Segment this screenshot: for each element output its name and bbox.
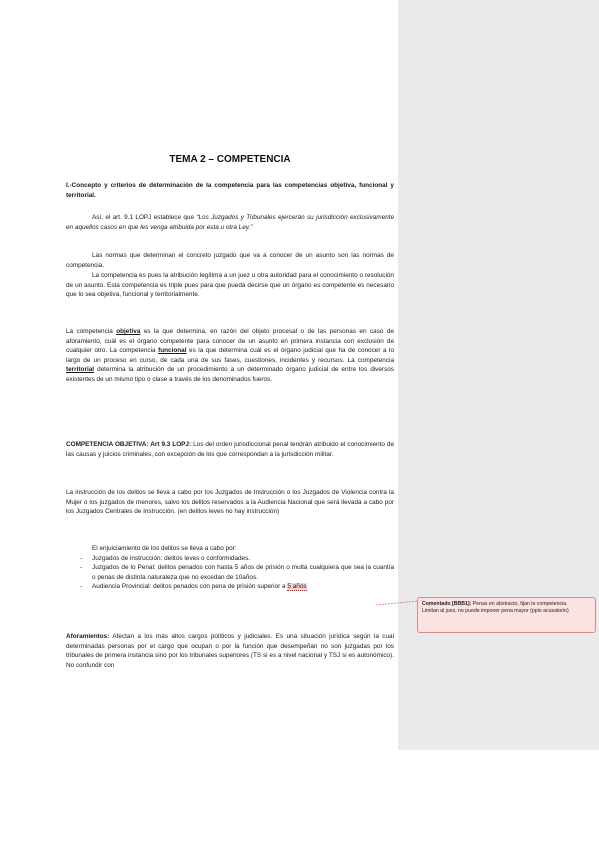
text-span: es la que determina cuál es el órgano judicial que ha de conocer a lo largo de un proceso en curso, de cada una de sus fases, cuestiones, incidentes y recursos. La competencia — [66, 347, 394, 364]
paragraph-normas: Las normas que determinan el concreto juzgado que va a conocer de un asunto son las normas de competencia. — [66, 252, 394, 269]
paragraph-competencia-types — [66, 327, 394, 385]
aforamientos-label: Aforamientos: — [66, 633, 110, 640]
text-span: determina la atribución de un procedimiento a un determinado órgano judicial de entre los diversos existentes de un mismo tipo o clase a través de los denominados fueros. — [66, 366, 394, 383]
text-span: es la que determina, en razón del objeto procesal o de las personas en caso de aforamiento, cuál es el órgano competente para conocer de un asunto en primera instancia con exclusión de cualquier otro. La competencia — [66, 328, 394, 355]
paragraph-aforamientos — [66, 632, 394, 670]
comments-margin-pane — [398, 0, 599, 750]
comment-connector-line — [376, 600, 417, 606]
comment-text: Penas en abstracto, fijan la competencia. — [471, 601, 568, 607]
paragraph-instruccion: La instrucción de los delitos se lleva a cabo por los Juzgados de Instrucción o los Juzgados de Violencia contra la Mujer o los juzgados de menores, salvo los delitos reservados a la Audiencia Nacional que será llevada a cabo por los Juzgados Centrales de Instrucción. (en delitos leves no hay instrucción) — [66, 489, 394, 516]
comment-text-2: Limitan al juez, no puede imponer pena mayor (ppio acusatorio) — [422, 608, 569, 614]
list-item-text: Juzgados de lo Penal: delitos penados con hasta 5 años de prisión o multa cualquiera que sea la cuantía o penas de distinta naturaleza que no excedan de 10años. — [92, 564, 394, 581]
list-item-text: Juzgados de instrucción: delitos leves o conformidades. — [92, 554, 251, 562]
section-heading: I.-Concepto y criterios de determinación de la competencia para las competencias objetiva, funcional y territorial. — [66, 182, 394, 199]
text-span: La competencia — [66, 328, 117, 335]
text-span: Afectan a los más altos cargos políticos y judiciales. Es una situación jurídica según la cual determinadas personas por el cargo que ocupan o por la función que desempeñan no son juzgadas por los tribunales de primera instancia sino por los tribunales superiores (TS si es a nivel nacional y TSJ si es autonómico). No confundir con — [66, 633, 394, 669]
paragraph-competencia-def: La competencia es pues la atribución legítima a un juez u otra autoridad para el conocimiento o resolución de un asunto. Esta competencia es triple pues para que pueda decirse que un órgano es competente es necesario que lo sea objetiva, funcional y territorialmente. — [66, 272, 394, 299]
comment-author: Comentado [BBB1]: — [422, 601, 472, 607]
dash-bullet: - — [80, 583, 83, 591]
text-span: Los del orden jurisdiccional penal tendrán atribuido el conocimiento de las causas y juicios criminales, con excepción de los que correspondan a la jurisdicción militar. — [66, 441, 394, 458]
paragraph-competencia-objetiva — [66, 440, 394, 459]
dash-bullet: - — [80, 564, 83, 572]
art-9-1-quote: “Los Juzgados y Tribunales ejercerán su jurisdicción exclusivamente en aquellos casos en que les venga atribuida por esta u otra Ley.” — [66, 214, 395, 231]
list-intro: El enjuiciamiento de los delitos se lleva a cabo por: — [92, 545, 237, 552]
list-item-text: Audiencia Provincial: delitos penados con pena de prisión superior a — [92, 583, 288, 591]
competencia-objetiva-label: COMPETENCIA OBJETIVA: Art 9.3 LOPJ: — [66, 441, 192, 448]
commented-text-highlight[interactable]: 5 años — [287, 583, 307, 591]
list-item — [66, 554, 394, 564]
term-funcional: funcional — [158, 347, 187, 355]
enjuiciamiento-list — [66, 544, 394, 592]
dash-bullet: - — [80, 554, 83, 562]
paragraph-art-9-1 — [66, 213, 394, 232]
comment-balloon[interactable] — [417, 597, 596, 633]
art-9-1-lead: Así, el art. 9.1 LOPJ establece que — [92, 214, 197, 221]
term-objetiva: objetiva — [116, 328, 141, 335]
list-item — [66, 563, 394, 582]
term-territorial: territorial — [66, 366, 95, 374]
document-title: TEMA 2 – COMPETENCIA — [169, 154, 291, 165]
list-item — [66, 582, 394, 592]
